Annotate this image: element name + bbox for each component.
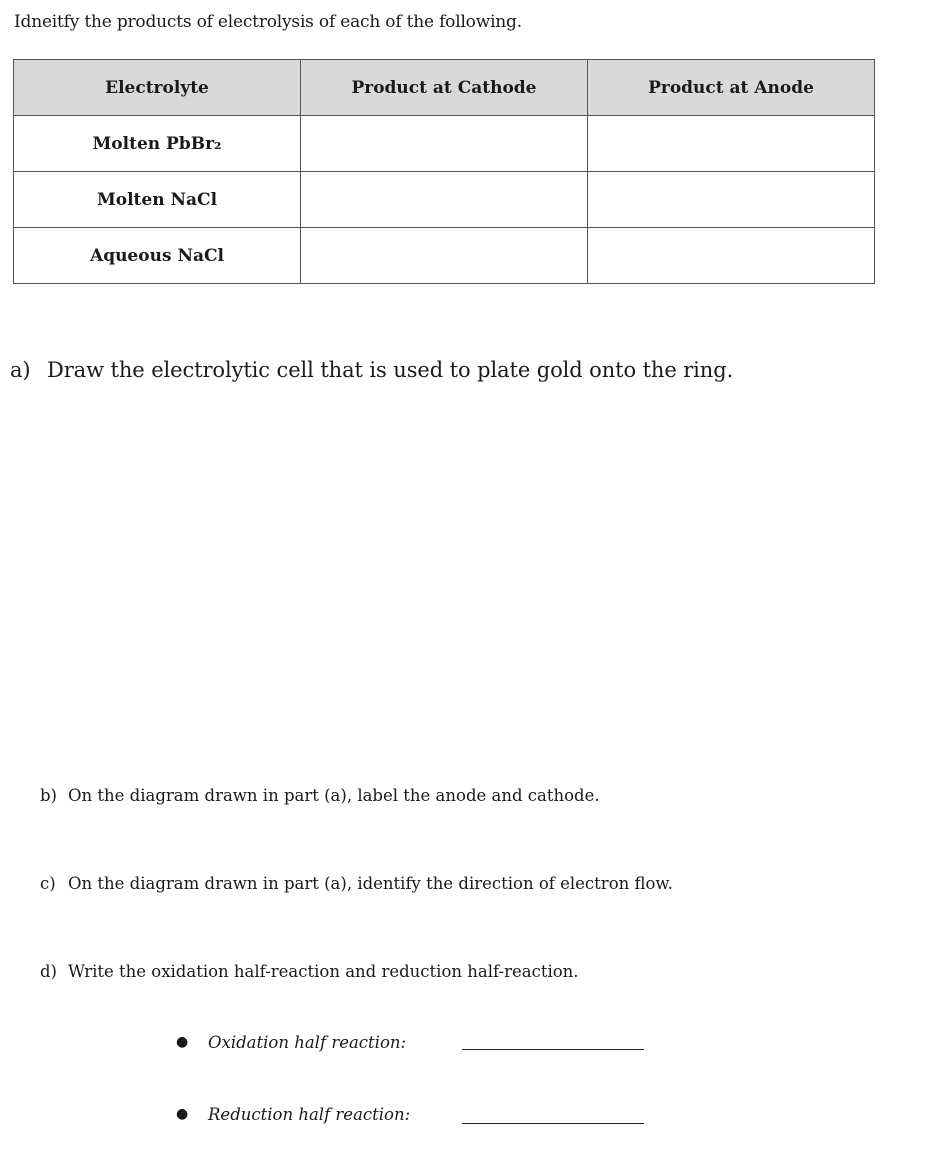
bullet-icon: ●: [176, 1106, 189, 1122]
electrolyte-cell: Aqueous NaCl: [14, 228, 301, 284]
anode-answer-cell[interactable]: [588, 228, 875, 284]
reduction-label: Reduction half reaction:: [208, 1105, 411, 1124]
question-a: [10, 358, 733, 382]
oxidation-answer-line[interactable]: [462, 1033, 644, 1050]
table-header-row: [14, 60, 875, 116]
intro-instruction: Idneitfy the products of electrolysis of each of the following.: [14, 12, 522, 32]
electrolyte-cell: Molten PbBr₂: [14, 116, 301, 172]
electrolysis-products-table: [13, 59, 875, 284]
question-d-text: Write the oxidation half-reaction and reduction half-reaction.: [68, 962, 579, 981]
oxidation-row: [176, 1033, 406, 1052]
reduction-answer-line[interactable]: [462, 1105, 644, 1124]
question-d: [40, 962, 579, 981]
question-a-label: a): [10, 358, 31, 382]
question-d-label: d): [40, 962, 57, 981]
cathode-answer-cell[interactable]: [301, 116, 588, 172]
header-product-cathode: Product at Cathode: [301, 60, 588, 116]
question-b: [40, 786, 600, 805]
cathode-answer-cell[interactable]: [301, 228, 588, 284]
header-electrolyte: Electrolyte: [14, 60, 301, 116]
table-row: [14, 172, 875, 228]
question-c-label: c): [40, 874, 56, 893]
oxidation-label: Oxidation half reaction:: [208, 1033, 407, 1052]
question-c-text: On the diagram drawn in part (a), identify the direction of electron flow.: [68, 874, 673, 893]
reduction-row: [176, 1105, 410, 1124]
question-b-text: On the diagram drawn in part (a), label the anode and cathode.: [68, 786, 600, 805]
header-product-anode: Product at Anode: [588, 60, 875, 116]
table-row: [14, 116, 875, 172]
question-a-text: Draw the electrolytic cell that is used to plate gold onto the ring.: [47, 358, 734, 382]
cathode-answer-cell[interactable]: [301, 172, 588, 228]
table-row: [14, 228, 875, 284]
question-c: [40, 874, 673, 893]
bullet-icon: ●: [176, 1034, 189, 1050]
question-b-label: b): [40, 786, 57, 805]
anode-answer-cell[interactable]: [588, 116, 875, 172]
anode-answer-cell[interactable]: [588, 172, 875, 228]
electrolyte-cell: Molten NaCl: [14, 172, 301, 228]
